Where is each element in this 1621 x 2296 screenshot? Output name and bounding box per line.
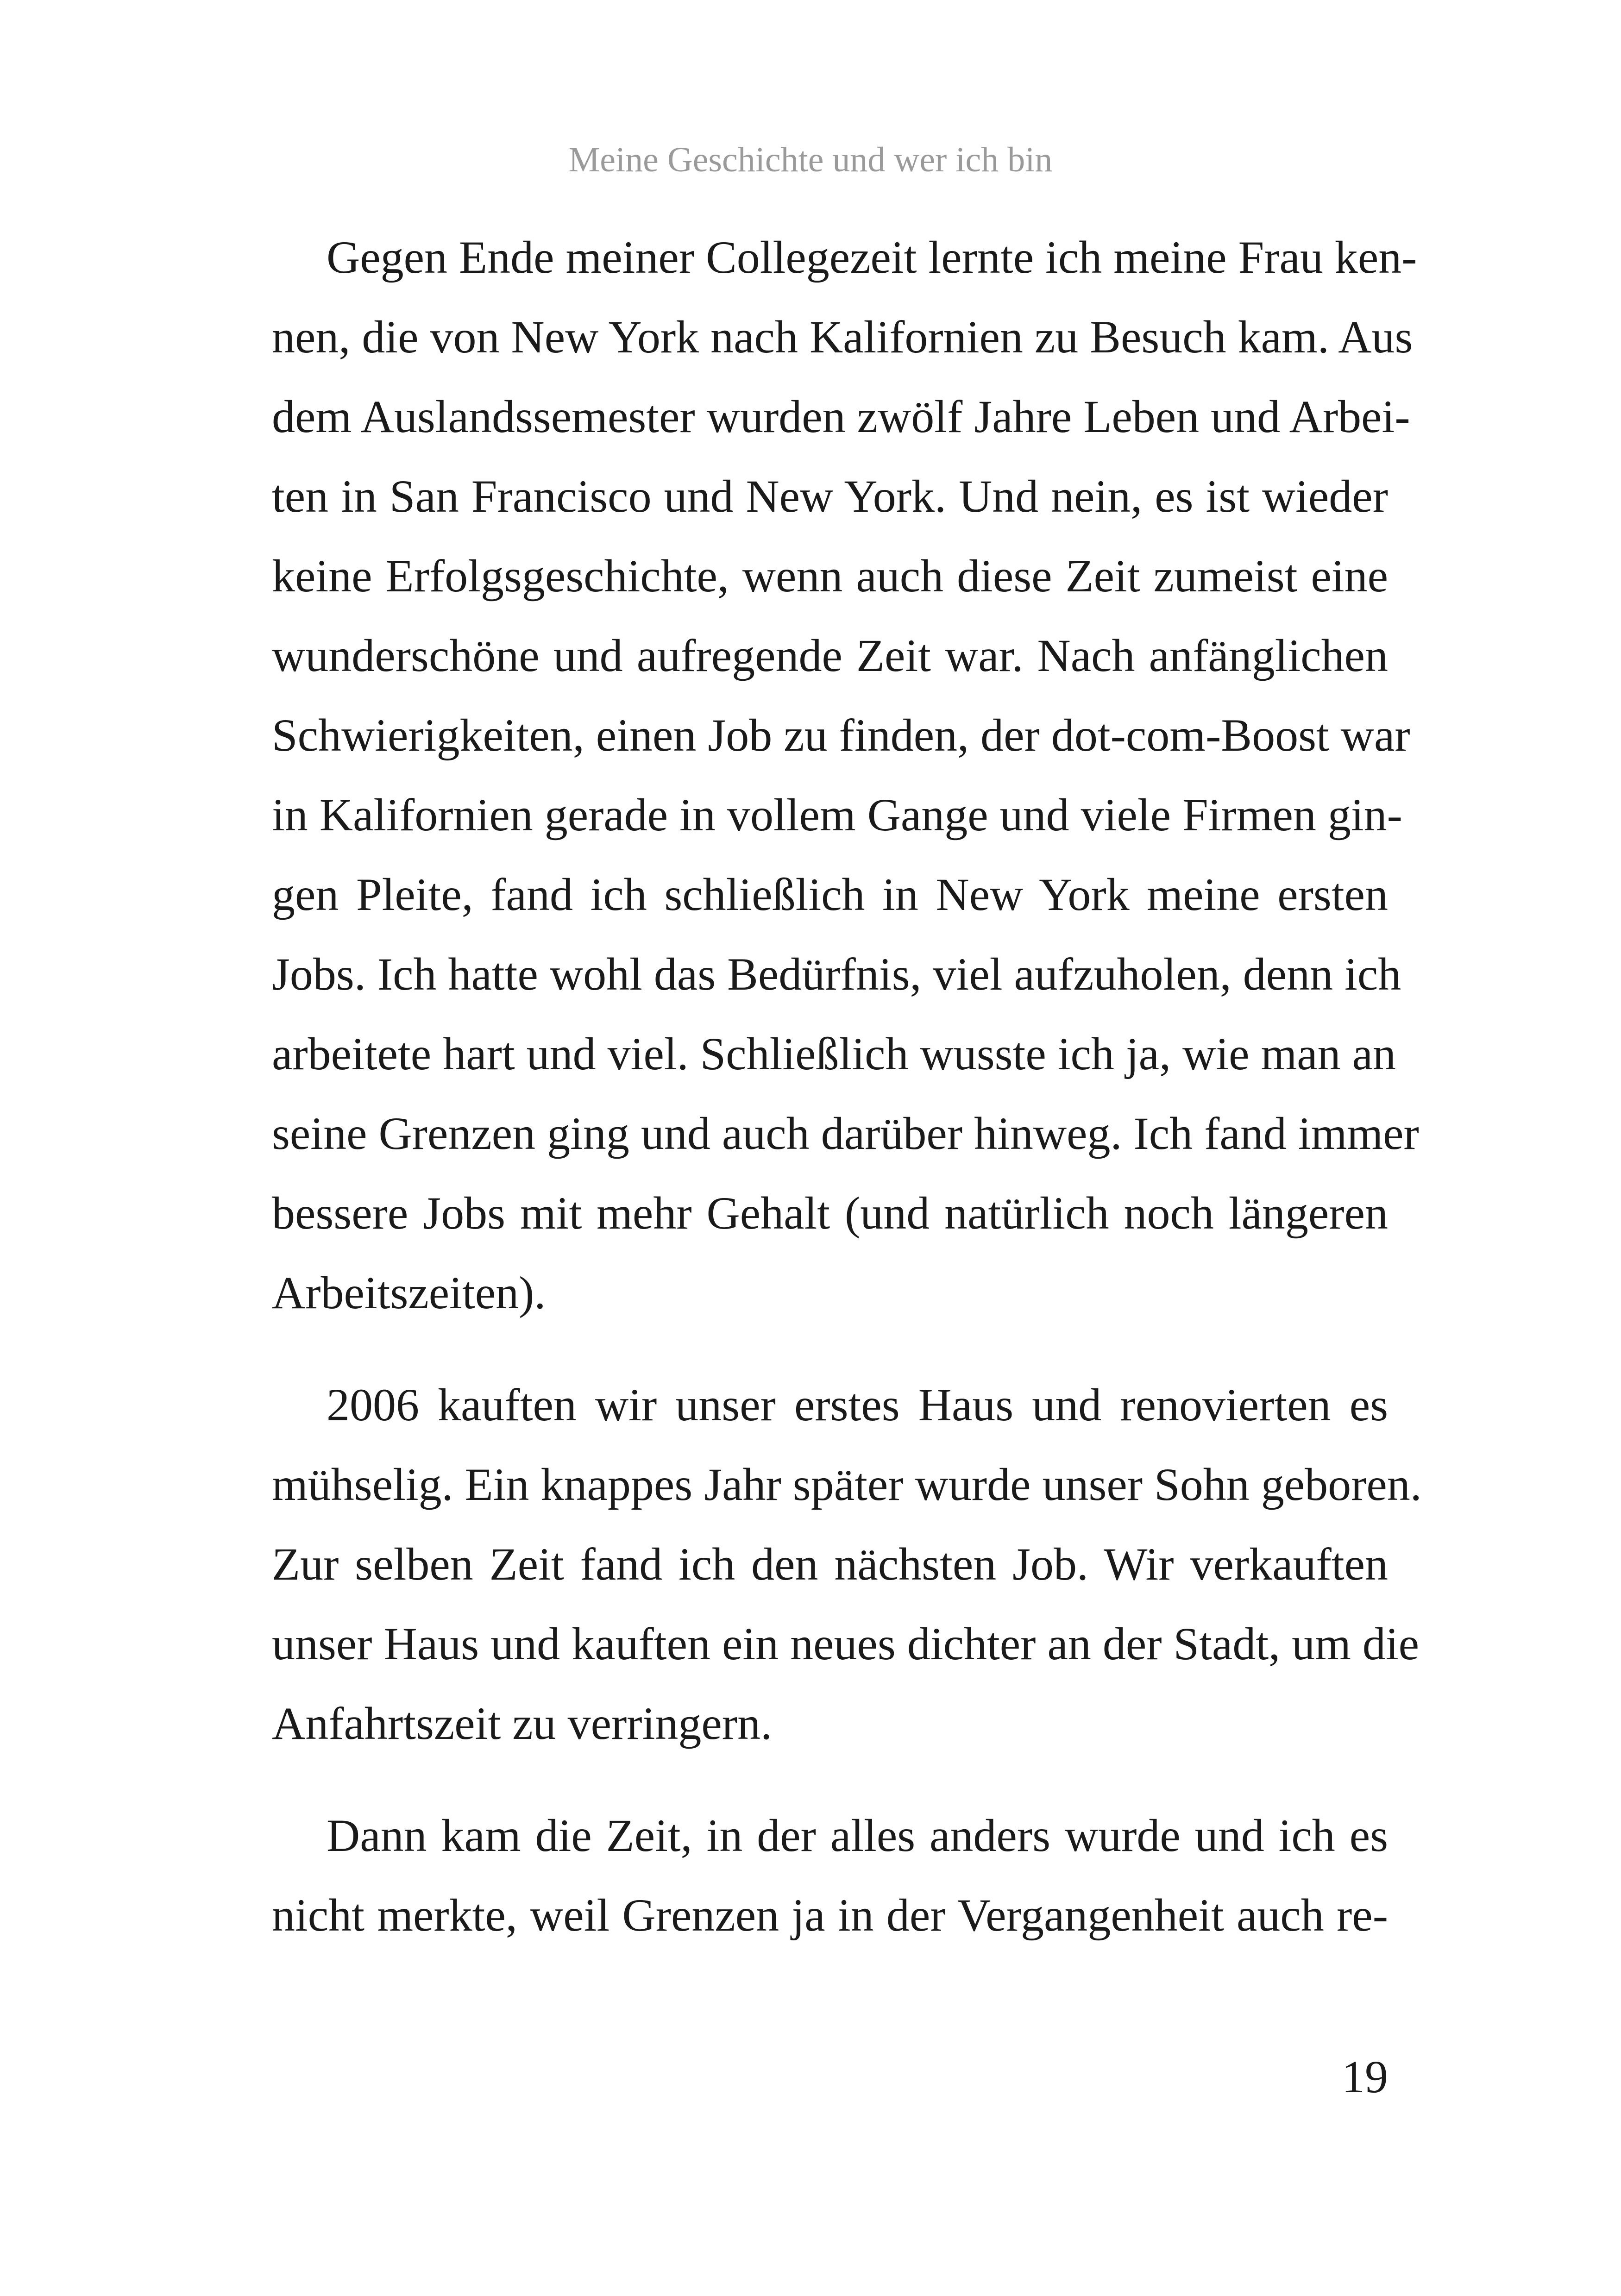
text-line: Jobs. Ich hatte wohl das Bedürfnis, viel aufzuholen, denn ich bbox=[272, 948, 1401, 1000]
text-line: Gegen Ende meiner Collegezeit lernte ich meine Frau ken- bbox=[327, 232, 1417, 283]
page-number: 19 bbox=[1342, 2051, 1388, 2102]
body-text bbox=[272, 218, 1422, 1955]
text-line: Arbeitszeiten). bbox=[272, 1267, 546, 1318]
paragraph bbox=[272, 1365, 1422, 1763]
text-line: bessere Jobs mit mehr Gehalt (und natürlich noch längeren bbox=[272, 1187, 1388, 1239]
paragraph-spacing bbox=[272, 1333, 1388, 1365]
text-line: ten in San Francisco und New York. Und nein, es ist wieder bbox=[272, 470, 1388, 522]
text-line: mühselig. Ein knappes Jahr später wurde unser Sohn geboren. bbox=[272, 1459, 1422, 1510]
text-line: gen Pleite, fand ich schließlich in New York meine ersten bbox=[272, 869, 1388, 920]
text-line: unser Haus und kauften ein neues dichter an der Stadt, um die bbox=[272, 1618, 1420, 1669]
text-line: 2006 kauften wir unser erstes Haus und renovierten es bbox=[327, 1379, 1388, 1430]
text-line: nicht merkte, weil Grenzen ja in der Vergangenheit auch re- bbox=[272, 1889, 1388, 1941]
paragraph bbox=[272, 218, 1419, 1333]
text-line: in Kalifornien gerade in vollem Gange und viele Firmen gin- bbox=[272, 789, 1402, 841]
text-line: wunderschöne und aufregende Zeit war. Nach anfänglichen bbox=[272, 630, 1388, 681]
text-line: Anfahrtszeit zu verringern. bbox=[272, 1698, 773, 1749]
paragraph-spacing bbox=[272, 1763, 1388, 1796]
text-line: Schwierigkeiten, einen Job zu finden, der dot-com-Boost war bbox=[272, 709, 1410, 761]
text-line: seine Grenzen ging und auch darüber hinweg. Ich fand immer bbox=[272, 1108, 1419, 1159]
paragraph bbox=[272, 1796, 1388, 1955]
text-line: keine Erfolgsgeschichte, wenn auch diese Zeit zumeist eine bbox=[272, 550, 1388, 602]
text-line: Zur selben Zeit fand ich den nächsten Job. Wir verkauften bbox=[272, 1538, 1388, 1590]
running-head: Meine Geschichte und wer ich bin bbox=[568, 140, 1053, 179]
text-line: dem Auslandssemester wurden zwölf Jahre Leben und Arbei- bbox=[272, 391, 1410, 442]
text-line: arbeitete hart und viel. Schließlich wusste ich ja, wie man an bbox=[272, 1028, 1396, 1079]
text-line: nen, die von New York nach Kalifornien zu Besuch kam. Aus bbox=[272, 311, 1413, 363]
text-line: Dann kam die Zeit, in der alles anders wurde und ich es bbox=[327, 1810, 1388, 1861]
